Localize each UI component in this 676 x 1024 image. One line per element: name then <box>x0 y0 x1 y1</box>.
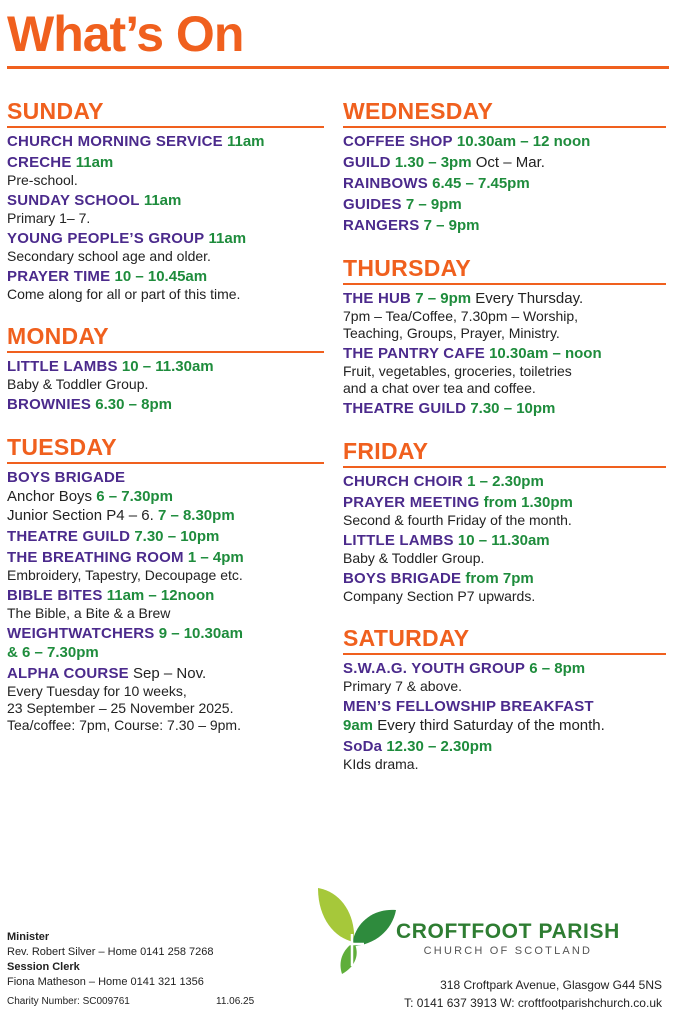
event-name: THE HUB <box>343 290 412 307</box>
event-line <box>343 697 666 716</box>
event-line <box>343 493 666 512</box>
church-brand <box>396 920 620 958</box>
event-line <box>343 716 666 735</box>
day-divider <box>343 126 666 128</box>
event-time: 9am <box>343 717 374 734</box>
event-line <box>7 357 324 376</box>
event-item <box>343 174 666 193</box>
event-name: GUIDES <box>343 196 402 213</box>
event-line <box>343 531 666 550</box>
event-name: BOYS BRIGADE <box>7 469 126 486</box>
event-line <box>343 132 666 151</box>
event-line <box>343 737 666 756</box>
church-address: 318 Croftpark Avenue, Glasgow G44 5NS <box>440 978 662 992</box>
day-heading: SUNDAY <box>7 98 104 124</box>
event-description: The Bible, a Bite & a Brew <box>7 605 171 621</box>
event-time: & 6 – 7.30pm <box>7 644 99 661</box>
event-item <box>7 153 324 189</box>
minister-contact: Rev. Robert Silver – Home 0141 258 7268 <box>7 946 214 958</box>
event-name: LITTLE LAMBS <box>343 532 454 549</box>
event-time: 11am <box>75 154 114 171</box>
event-name: WEIGHTWATCHERS <box>7 625 155 642</box>
event-description: Come along for all or part of this time. <box>7 286 241 302</box>
event-line <box>7 395 324 414</box>
brand-subtitle: CHURCH OF SCOTLAND <box>423 945 593 957</box>
event-description: Primary 7 & above. <box>343 678 463 694</box>
day-divider <box>7 351 324 353</box>
event-name: BIBLE BITES <box>7 587 103 604</box>
event-item <box>343 472 666 491</box>
left-column <box>7 96 324 736</box>
clerk-contact: Fiona Matheson – Home 0141 321 1356 <box>7 976 204 988</box>
day-section-saturday <box>343 623 666 773</box>
event-item <box>7 548 324 584</box>
day-section-sunday <box>7 96 324 303</box>
event-name: S.W.A.G. YOUTH GROUP <box>343 660 526 677</box>
event-item <box>343 344 666 397</box>
event-name: RAINBOWS <box>343 175 428 192</box>
event-item <box>343 289 666 342</box>
event-time: 6.45 – 7.45pm <box>432 175 530 192</box>
contacts-block <box>7 930 297 990</box>
event-time: 7 – 9pm <box>423 217 480 234</box>
day-section-monday <box>7 321 324 414</box>
event-item <box>343 659 666 695</box>
event-description: and a chat over tea and coffee. <box>343 380 536 396</box>
event-note: Anchor Boys <box>7 488 93 505</box>
event-time: 9 – 10.30am <box>158 625 243 642</box>
event-item <box>343 132 666 151</box>
event-description: Baby & Toddler Group. <box>343 550 485 566</box>
event-name: LITTLE LAMBS <box>7 358 118 375</box>
church-logo-icon <box>312 880 398 976</box>
event-time: 10 – 11.30am <box>457 532 550 549</box>
event-note: Every Thursday. <box>475 290 584 307</box>
event-time: 11am – 12noon <box>106 587 215 604</box>
event-name: YOUNG PEOPLE’S GROUP <box>7 230 205 247</box>
event-item <box>343 531 666 567</box>
event-item <box>7 395 324 414</box>
event-item <box>7 229 324 265</box>
event-name: THE PANTRY CAFE <box>343 345 485 362</box>
event-time: 7 – 9pm <box>405 196 462 213</box>
charity-number: Charity Number: SC009761 <box>7 996 130 1007</box>
event-time: 7.30 – 10pm <box>470 400 556 417</box>
event-item <box>7 357 324 393</box>
event-description: Embroidery, Tapestry, Decoupage etc. <box>7 567 243 583</box>
event-line <box>343 195 666 214</box>
event-time: 10.30am – 12 noon <box>456 133 591 150</box>
event-time: 6 – 8pm <box>529 660 586 677</box>
event-item <box>343 697 666 735</box>
day-divider <box>343 653 666 655</box>
event-description: KIds drama. <box>343 756 419 772</box>
event-name: ALPHA COURSE <box>7 665 129 682</box>
event-item <box>343 569 666 605</box>
event-time: 11am <box>226 133 265 150</box>
event-item <box>343 737 666 773</box>
event-name: COFFEE SHOP <box>343 133 453 150</box>
event-item <box>7 624 324 662</box>
event-description: Secondary school age and older. <box>7 248 211 264</box>
event-time: 7 – 8.30pm <box>157 507 235 524</box>
event-line <box>7 191 324 210</box>
event-line <box>7 153 324 172</box>
event-item <box>7 527 324 546</box>
day-heading: SATURDAY <box>343 625 470 651</box>
page-title: What’s On <box>7 6 244 62</box>
event-time: 11am <box>208 230 247 247</box>
event-line <box>343 569 666 588</box>
event-line <box>7 624 324 643</box>
event-description: Every Tuesday for 10 weeks, <box>7 683 187 699</box>
event-name: PRAYER TIME <box>7 268 111 285</box>
event-item <box>343 216 666 235</box>
title-divider <box>7 66 669 69</box>
issue-date: 11.06.25 <box>216 996 255 1007</box>
day-heading: TUESDAY <box>7 434 117 460</box>
event-note: Sep – Nov. <box>133 665 207 682</box>
event-time: 11am <box>143 192 182 209</box>
day-heading: WEDNESDAY <box>343 98 494 124</box>
event-description: 23 September – 25 November 2025. <box>7 700 234 716</box>
event-line <box>7 664 324 683</box>
event-time: 1 – 2.30pm <box>467 473 544 490</box>
event-line <box>343 216 666 235</box>
event-item <box>7 586 324 622</box>
event-item <box>343 195 666 214</box>
day-heading: THURSDAY <box>343 255 472 281</box>
event-item <box>7 132 324 151</box>
church-contact: T: 0141 637 3913 W: croftfootparishchurch.co.uk <box>404 996 662 1010</box>
event-line <box>7 229 324 248</box>
day-divider <box>7 126 324 128</box>
event-line <box>7 468 324 487</box>
day-divider <box>7 462 324 464</box>
clerk-label: Session Clerk <box>7 961 80 973</box>
event-line <box>343 289 666 308</box>
day-section-friday <box>343 436 666 605</box>
event-note: Junior Section P4 – 6. <box>7 507 154 524</box>
event-time: from 7pm <box>465 570 534 587</box>
event-time: 7 – 9pm <box>415 290 472 307</box>
event-time: 1 – 4pm <box>187 549 244 566</box>
day-heading: FRIDAY <box>343 438 429 464</box>
event-description: Second & fourth Friday of the month. <box>343 512 572 528</box>
day-section-wednesday <box>343 96 666 235</box>
event-item <box>343 153 666 172</box>
event-note: Oct – Mar. <box>475 154 545 171</box>
event-line <box>343 472 666 491</box>
event-line <box>343 659 666 678</box>
event-time: 10.30am – noon <box>489 345 602 362</box>
event-time: 12.30 – 2.30pm <box>386 738 493 755</box>
event-name: PRAYER MEETING <box>343 494 480 511</box>
event-item <box>7 267 324 303</box>
day-heading: MONDAY <box>7 323 109 349</box>
event-description: Pre-school. <box>7 172 78 188</box>
event-description: Baby & Toddler Group. <box>7 376 149 392</box>
event-time: 6.30 – 8pm <box>95 396 172 413</box>
event-line <box>7 586 324 605</box>
event-line <box>343 174 666 193</box>
event-name: BOYS BRIGADE <box>343 570 462 587</box>
event-item <box>343 399 666 418</box>
event-item <box>7 664 324 734</box>
event-item <box>343 493 666 529</box>
day-divider <box>343 283 666 285</box>
event-name: THEATRE GUILD <box>7 528 131 545</box>
event-item <box>7 468 324 525</box>
event-time: 10 – 10.45am <box>114 268 208 285</box>
brand-name: CROFTFOOT PARISH <box>396 920 620 943</box>
event-name: SUNDAY SCHOOL <box>7 192 140 209</box>
event-line <box>7 506 324 525</box>
event-line <box>343 399 666 418</box>
right-column <box>343 96 666 775</box>
day-divider <box>343 466 666 468</box>
event-line <box>7 643 324 662</box>
event-line <box>7 548 324 567</box>
event-line <box>343 153 666 172</box>
event-line <box>343 344 666 363</box>
event-time: 10 – 11.30am <box>121 358 214 375</box>
day-section-thursday <box>343 253 666 418</box>
event-time: 6 – 7.30pm <box>96 488 173 505</box>
event-line <box>7 487 324 506</box>
event-description: 7pm – Tea/Coffee, 7.30pm – Worship, <box>343 308 579 324</box>
event-line <box>7 132 324 151</box>
event-name: CHURCH CHOIR <box>343 473 463 490</box>
event-description: Tea/coffee: 7pm, Course: 7.30 – 9pm. <box>7 717 241 733</box>
event-name: SoDa <box>343 738 383 755</box>
event-note: Every third Saturday of the month. <box>377 717 605 734</box>
event-description: Primary 1– 7. <box>7 210 91 226</box>
event-name: RANGERS <box>343 217 420 234</box>
event-name: MEN’S FELLOWSHIP BREAKFAST <box>343 698 594 715</box>
event-time: from 1.30pm <box>483 494 573 511</box>
day-section-tuesday <box>7 432 324 734</box>
event-name: CHURCH MORNING SERVICE <box>7 133 223 150</box>
event-name: THE BREATHING ROOM <box>7 549 184 566</box>
event-name: BROWNIES <box>7 396 92 413</box>
minister-label: Minister <box>7 931 50 943</box>
event-line <box>7 527 324 546</box>
event-description: Teaching, Groups, Prayer, Ministry. <box>343 325 560 341</box>
event-line <box>7 267 324 286</box>
event-time: 7.30 – 10pm <box>134 528 220 545</box>
event-item <box>7 191 324 227</box>
event-time: 1.30 – 3pm <box>394 154 472 171</box>
event-name: CRECHE <box>7 154 72 171</box>
event-description: Fruit, vegetables, groceries, toiletries <box>343 363 572 379</box>
event-name: THEATRE GUILD <box>343 400 467 417</box>
event-description: Company Section P7 upwards. <box>343 588 536 604</box>
event-name: GUILD <box>343 154 391 171</box>
